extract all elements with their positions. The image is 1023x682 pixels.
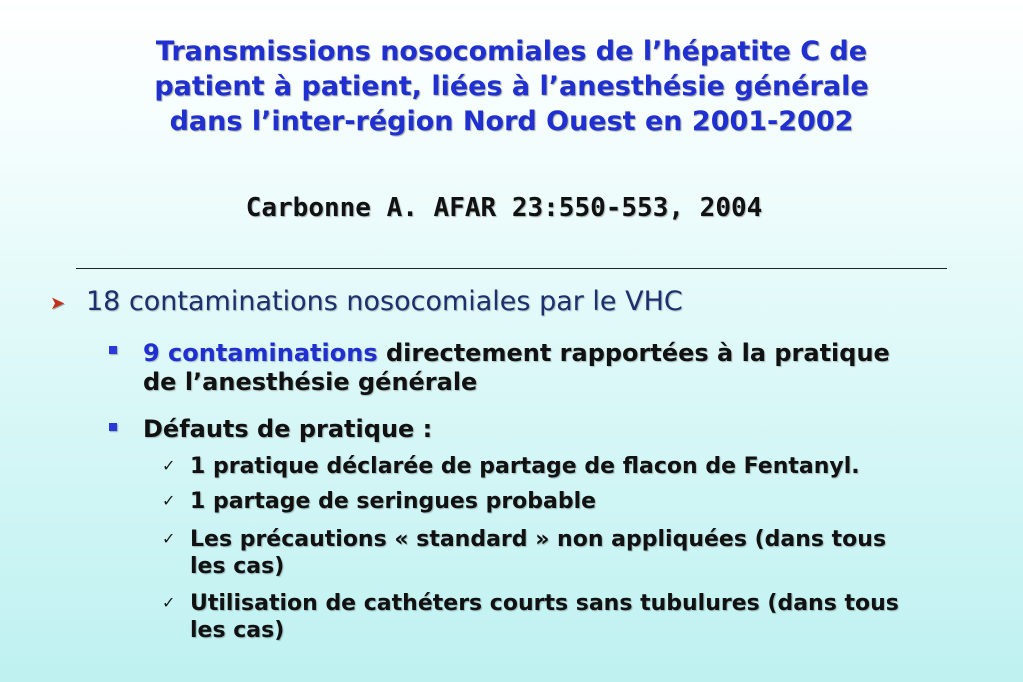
check-item: Les précautions « standard » non appliquées (dans tous xyxy=(190,527,887,552)
check-item-continuation: les cas) xyxy=(190,618,285,643)
highlight-text: 9 contaminations xyxy=(143,339,378,367)
check-item: Utilisation de cathéters courts sans tubulures (dans tous xyxy=(190,591,899,616)
check-item: 1 partage de seringues probable xyxy=(190,489,597,514)
bullet-continuation: de l’anesthésie générale xyxy=(143,368,478,396)
title-line: dans l’inter-région Nord Ouest en 2001-2002 xyxy=(169,106,854,137)
slide-title xyxy=(60,34,963,139)
square-bullet-icon xyxy=(109,346,117,354)
bullet-contaminations: 18 contaminations nosocomiales par le VHC xyxy=(86,286,683,317)
title-line: patient à patient, liées à l’anesthésie générale xyxy=(154,71,869,102)
citation: Carbonne A. AFAR 23:550-553, 2004 xyxy=(245,193,763,223)
title-line: Transmissions nosocomiales de l’hépatite C de xyxy=(155,36,868,67)
bullet-text: directement rapportées à la pratique xyxy=(377,339,890,367)
check-icon: ✓ xyxy=(162,593,176,612)
bullet-defauts: Défauts de pratique : xyxy=(143,415,433,443)
bullet-nine-contaminations xyxy=(143,338,890,368)
check-icon: ✓ xyxy=(162,529,176,548)
square-bullet-icon xyxy=(109,423,117,431)
arrow-bullet-icon: ➤ xyxy=(50,293,66,314)
check-icon: ✓ xyxy=(162,491,176,510)
check-icon: ✓ xyxy=(162,456,176,475)
check-item: 1 pratique déclarée de partage de flacon de Fentanyl. xyxy=(190,454,860,479)
check-item-continuation: les cas) xyxy=(190,554,285,579)
divider xyxy=(76,268,947,269)
